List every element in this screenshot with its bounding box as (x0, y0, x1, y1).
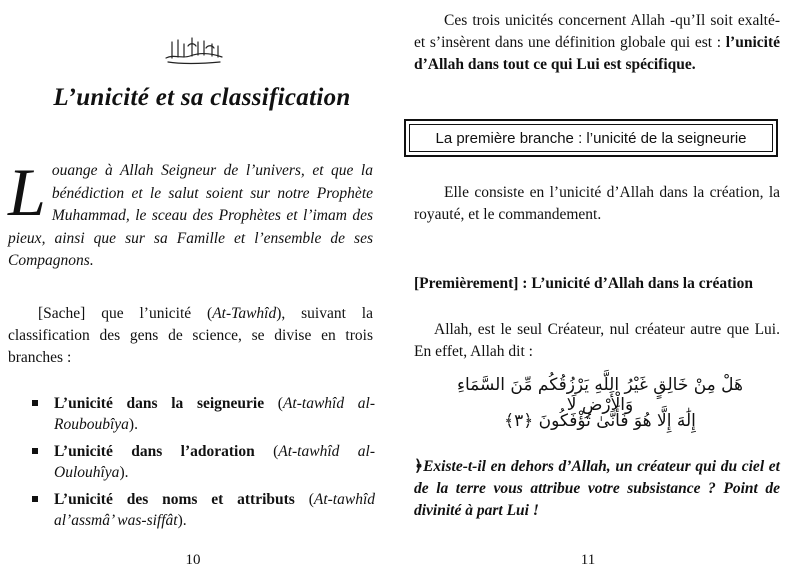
branch-name: L’unicité des noms et attributs (54, 491, 295, 508)
intro-text: ouange à Allah Seigneur de l’univers, et que la bénédiction et le salut soient sur notre Prophète Muhammad, le sceau des Prophètes et l’imam des pieux, ainsi que sur sa Famille et l’ensemble de ses Compagnons. (8, 162, 373, 269)
branch-paren-open: ( (254, 443, 279, 460)
branch-heading-text: La première branche : l’unicité de la seigneurie (409, 124, 773, 152)
branch-paren-close: ). (119, 464, 129, 481)
intro-paragraph-right (414, 10, 780, 76)
drop-cap: L (8, 154, 46, 230)
bullet-icon (32, 400, 38, 406)
branch-transliteration: At-tawhîd al-Rouboubîya (54, 395, 375, 433)
sache-paragraph (8, 303, 373, 369)
basmala-calligraphy-icon (160, 32, 230, 66)
sache-text-1: [Sache] que l’unicité ( (38, 305, 213, 322)
right-page (400, 0, 800, 580)
sache-text-2: ), suivant la classification des gens de science, se divise en trois branches : (8, 305, 373, 366)
arabic-verse-line-1: هَلْ مِنْ خَالِقٍ غَيْرُ اللَّهِ يَرْزُقُكُم مِّنَ السَّمَاءِ وَالْأَرْضِ لَا (456, 375, 744, 415)
verse-translation-text: Existe-t-il en dehors d’Allah, un créateur qui du ciel et de la terre vous attribue votre subsistance ? Point de divinité à part Lui ! (414, 458, 780, 519)
chapter-title: L’unicité et sa classification (53, 84, 351, 111)
branch-name: L’unicité dans l’adoration (54, 443, 255, 460)
bullet-icon (32, 448, 38, 454)
branch-list (30, 393, 375, 537)
branch-item (30, 393, 375, 435)
quote-mark: ﴿ (414, 458, 424, 475)
branch-item (30, 441, 375, 483)
branch-paren-open: ( (264, 395, 283, 412)
branch-transliteration: At-tawhîd al’assmâ’ was-siffât (54, 491, 375, 529)
page-number-left: 10 (185, 552, 201, 568)
page-number-right: 11 (580, 552, 596, 568)
branch-name: L’unicité dans la seigneurie (54, 395, 265, 412)
definition-paragraph: Elle consiste en l’unicité d’Allah dans la création, la royauté, et le commandement. (414, 184, 780, 223)
branch-heading-box (404, 119, 778, 157)
branch-paren-open: ( (294, 491, 314, 508)
sache-transliteration: At-Tawhîd (212, 305, 277, 322)
bullet-icon (32, 496, 38, 502)
creator-paragraph: Allah, est le seul Créateur, nul créateur autre que Lui. En effet, Allah dit : (414, 321, 780, 360)
intro-paragraph (8, 154, 373, 273)
branch-paren-close: ). (177, 512, 187, 529)
para1-bold: l’unicité d’Allah dans tout ce qui Lui est spécifique. (414, 34, 780, 73)
arabic-verse-line-2: إِلَٰهَ إِلَّا هُوَ فَأَنَّىٰ تُؤْفَكُونَ ﴿٣﴾ (504, 411, 696, 431)
para1-text: Ces trois unicités concernent Allah -qu’Il soit exalté- et s’insèrent dans une définition globale qui est : (414, 12, 780, 51)
section-heading: [Premièrement] : L’unicité d’Allah dans la création (414, 275, 753, 292)
branch-paren-close: ). (128, 416, 138, 433)
branch-item (30, 489, 375, 531)
verse-translation (414, 456, 780, 522)
branch-transliteration: At-tawhîd al-Oulouhîya (54, 443, 375, 481)
